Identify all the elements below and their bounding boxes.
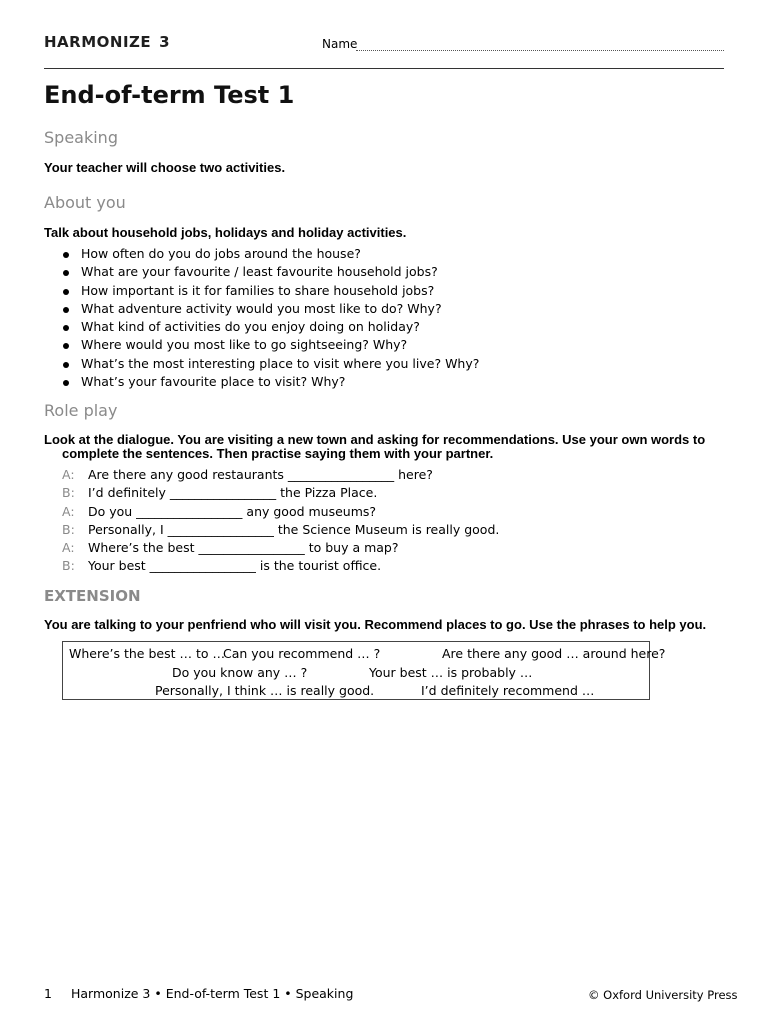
role-play-dialogue [62,466,499,576]
question-item: What’s your favourite place to visit? Why? [62,373,479,391]
header-divider [44,68,724,69]
speaker-label: B: [62,558,75,574]
phrase-item: I’d definitely recommend … [421,683,595,698]
dialogue-line [62,466,499,484]
dialogue-text: Where’s the best _________________ to buy a map? [88,540,399,556]
question-item: How often do you do jobs around the house? [62,245,479,263]
speaker-label: B: [62,521,75,537]
speaker-label: B: [62,485,75,501]
question-item: What are your favourite / least favourite household jobs? [62,263,479,281]
name-label: Name [322,37,358,51]
phrase-item: Can you recommend … ? [223,646,381,661]
role-play-instruction-line2: complete the sentences. Then practise saying them with your partner. [62,446,494,461]
brand-level: 3 [159,33,171,51]
extension-instruction: You are talking to your penfriend who will visit you. Recommend places to go. Use the phrases to help you. [44,617,707,632]
footer-title: Harmonize 3 • End-of-term Test 1 • Speaking [71,986,354,1001]
phrase-item: Where’s the best … to … [69,646,225,661]
dialogue-text: Personally, I _________________ the Science Museum is really good. [88,521,500,537]
dialogue-text: I’d definitely _________________ the Pizza Place. [88,485,378,501]
about-you-instruction: Talk about household jobs, holidays and holiday activities. [44,225,407,240]
extension-heading: EXTENSION [44,587,141,605]
dialogue-line [62,503,499,521]
speaking-instruction: Your teacher will choose two activities. [44,160,286,175]
dialogue-line [62,521,499,539]
phrase-item: Are there any good … around here? [442,646,666,661]
role-play-heading: Role play [44,401,118,420]
copyright: © Oxford University Press [588,988,738,1002]
dialogue-line [62,539,499,557]
question-item: What kind of activities do you enjoy doing on holiday? [62,318,479,336]
phrase-box [62,641,666,700]
speaker-label: A: [62,467,75,482]
speaking-heading: Speaking [44,128,118,147]
question-item: How important is it for families to share household jobs? [62,282,479,300]
dialogue-text: Your best _________________ is the tourist office. [88,558,382,574]
name-field[interactable] [356,50,724,51]
phrase-item: Personally, I think … is really good. [155,683,375,698]
page-title: End-of-term Test 1 [44,81,295,109]
dialogue-text: Are there any good restaurants _________________ here? [88,467,433,482]
dialogue-line [62,557,499,575]
brand-logo [44,33,170,51]
brand-name: HARMONIZE [44,33,152,51]
dialogue-text: Do you _________________ any good museums? [88,503,377,519]
phrase-item: Do you know any … ? [172,665,308,680]
role-play-instruction [44,433,724,461]
question-item: What adventure activity would you most like to do? Why? [62,300,479,318]
speaker-label: A: [62,540,75,556]
phrase-item: Your best … is probably … [369,665,533,680]
speaker-label: A: [62,503,75,519]
about-you-heading: About you [44,193,126,212]
about-you-questions [62,245,479,391]
question-item: What’s the most interesting place to visit where you live? Why? [62,355,479,373]
page-number: 1 [44,986,52,1001]
dialogue-line [62,484,499,502]
role-play-instruction-line1: Look at the dialogue. You are visiting a new town and asking for recommendations. Use your own words to [44,432,706,447]
question-item: Where would you most like to go sightseeing? Why? [62,336,479,354]
